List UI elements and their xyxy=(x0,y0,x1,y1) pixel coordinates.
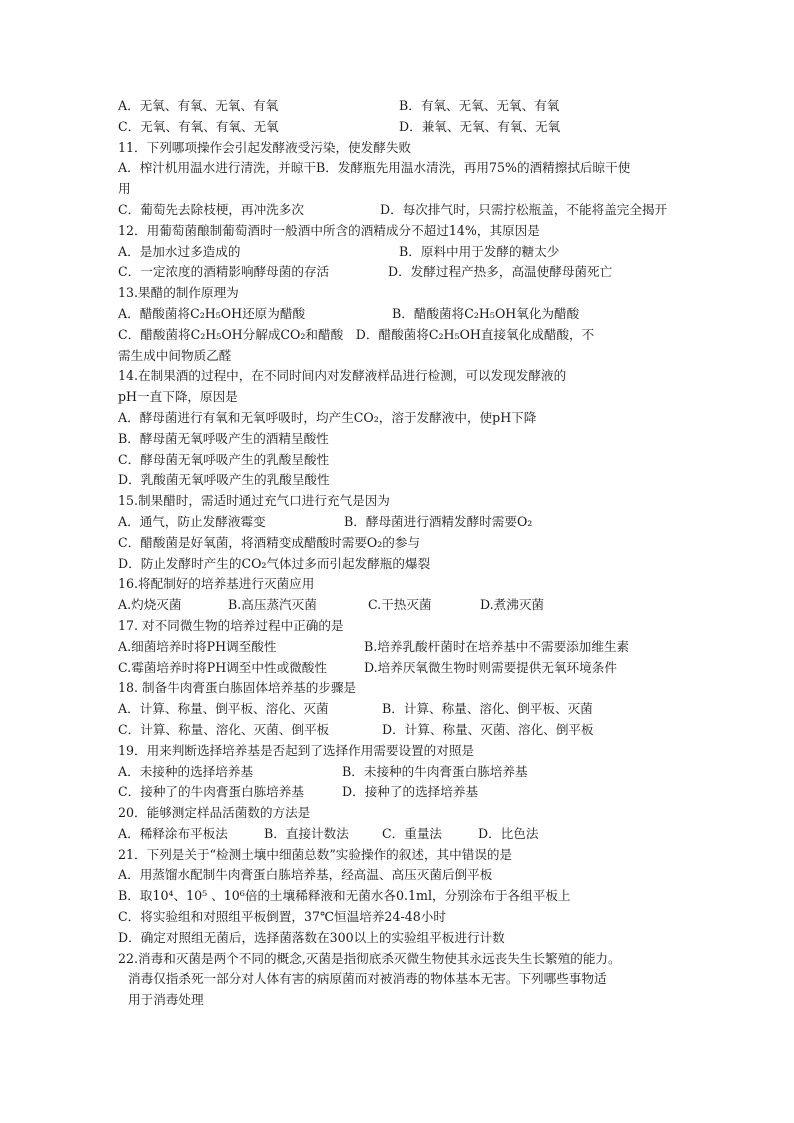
q19-option-a: A．未接种的选择培养基 xyxy=(118,763,254,779)
q12-option-b: B．原料中用于发酵的糖太少 xyxy=(399,243,560,259)
q19-options-ab xyxy=(118,762,680,783)
q18-option-a: A．计算、称量、倒平板、溶化、灭菌 xyxy=(118,701,329,717)
q12-options-row-2 xyxy=(118,262,680,283)
q20-option-c: C．重量法 xyxy=(382,825,443,841)
q17-option-c: C.霉菌培养时将PH调至中性或微酸性 xyxy=(118,659,327,675)
q13-option-b: B．醋酸菌将C₂H₅OH氧化为醋酸 xyxy=(392,305,580,321)
q12-option-c: C．一定浓度的酒精影响酵母菌的存活 xyxy=(118,264,330,280)
q10-options-row-2 xyxy=(118,117,680,138)
q13-option-a: A．醋酸菌将C₂H₅OH还原为醋酸 xyxy=(118,305,306,321)
q19-options-cd xyxy=(118,782,680,803)
q11-options-ab: A．榨汁机用温水进行清洗，并晾干B．发酵瓶先用温水清洗，再用75%的酒精擦拭后晾干使 xyxy=(118,160,631,176)
q21-option-c: C．将实验组和对照组平板倒置，37℃恒温培养24-48小时 xyxy=(118,909,446,925)
q18-option-c: C．计算、称量、溶化、灭菌、倒平板 xyxy=(118,721,330,737)
q17-options-ab xyxy=(118,637,680,658)
exam-page xyxy=(118,96,680,1011)
q15-stem: 15.制果醋时，需适时通过充气口进行充气是因为 xyxy=(118,493,390,509)
q15-option-a: A．通气，防止发酵液霉变 xyxy=(118,513,266,529)
q10-option-d: D．兼氧、无氧、有氧、无氧 xyxy=(399,118,561,134)
q17-options-cd xyxy=(118,658,680,679)
q15-options-ab xyxy=(118,512,680,533)
q17-option-d: D.培养厌氧微生物时则需要提供无氧环境条件 xyxy=(364,659,617,675)
q20-option-b: B．直接计数法 xyxy=(264,825,349,841)
q22-stem-cont-1: 消毒仅指杀死一部分对人体有害的病原菌而对被消毒的物体基本无害。下列哪些事物适 xyxy=(128,971,607,987)
q12-option-a: A．是加水过多造成的 xyxy=(118,243,241,259)
q12-option-d: D．发酵过程产热多，高温使酵母菌死亡 xyxy=(388,264,613,280)
q18-option-b: B．计算、称量、溶化、倒平板、灭菌 xyxy=(382,701,593,717)
q21-option-d: D．确定对照组无菌后，选择菌落数在300以上的实验组平板进行计数 xyxy=(118,929,505,945)
q21-option-b: B．取10⁴、10⁵ 、10⁶倍的土壤稀释液和无菌水各0.1ml，分别涂布于各组平板上 xyxy=(118,888,571,904)
q20-option-a: A．稀释涂布平板法 xyxy=(118,825,228,841)
q17-option-b: B.培养乳酸杆菌时在培养基中不需要添加维生素 xyxy=(364,638,630,654)
q14-option-d: D．乳酸菌无氧呼吸产生的乳酸呈酸性 xyxy=(118,472,330,488)
q13-stem: 13.果醋的制作原理为 xyxy=(118,285,239,301)
q22-stem: 22.消毒和灭菌是两个不同的概念,灭菌是指彻底杀灭微生物使其永远丧失生长繁殖的能力。 xyxy=(118,950,621,966)
q18-stem: 18. 制备牛肉膏蛋白胨固体培养基的步骤是 xyxy=(118,680,357,696)
q21-stem: 21．下列是关于“检测土壤中细菌总数”实验操作的叙述，其中错误的是 xyxy=(118,846,513,862)
q11-options-ab-cont: 用 xyxy=(118,181,131,197)
q21-option-a: A．用蒸馏水配制牛肉膏蛋白胨培养基，经高温、高压灭菌后倒平板 xyxy=(118,867,493,883)
q14-stem: 14.在制果酒的过程中，在不同时间内对发酵液样品进行检测，可以发现发酵液的 xyxy=(118,368,567,384)
q11-stem: 11．下列哪项操作会引起发酵液受污染，使发酵失败 xyxy=(118,139,412,155)
q18-option-d: D．计算、称量、灭菌、溶化、倒平板 xyxy=(382,721,594,737)
q16-stem: 16.将配制好的培养基进行灭菌应用 xyxy=(118,576,315,592)
q20-options xyxy=(118,824,680,845)
q14-option-a: A．酵母菌进行有氧和无氧呼吸时，均产生CO₂，溶于发酵液中，使pH下降 xyxy=(118,409,537,425)
q13-options-cd-cont: 需生成中间物质乙醛 xyxy=(118,347,232,363)
q15-option-d: D．防止发酵时产生的CO₂气体过多而引起发酵瓶的爆裂 xyxy=(118,555,431,571)
q17-option-a: A.细菌培养时将PH调至酸性 xyxy=(118,638,277,654)
q10-option-b: B．有氧、无氧、无氧、有氧 xyxy=(399,98,560,113)
q14-option-b: B．酵母菌无氧呼吸产生的酒精呈酸性 xyxy=(118,430,329,446)
q16-option-a: A.灼烧灭菌 xyxy=(118,597,182,613)
q11-options-cd xyxy=(118,200,680,221)
q18-options-cd xyxy=(118,720,680,741)
q19-option-d: D．接种了的选择培养基 xyxy=(342,784,479,800)
q12-options-row-1 xyxy=(118,242,680,263)
q19-option-b: B．未接种的牛肉膏蛋白胨培养基 xyxy=(342,763,528,779)
q16-option-c: C.干热灭菌 xyxy=(368,597,432,613)
q12-stem: 12．用葡萄菌酿制葡萄酒时一般酒中所含的酒精成分不超过14%，其原因是 xyxy=(118,222,540,238)
q16-option-b: B.高压蒸汽灭菌 xyxy=(228,597,317,613)
q10-option-c: C．无氧、有氧、有氧、无氧 xyxy=(118,118,279,134)
q19-option-c: C．接种了的牛肉膏蛋白胨培养基 xyxy=(118,784,304,800)
q13-options-cd: C．醋酸菌将C₂H₅OH分解成CO₂和醋酸 D．醋酸菌将C₂H₅OH直接氧化成醋酸，不 xyxy=(118,326,595,342)
q18-options-ab xyxy=(118,699,680,720)
q13-options-ab xyxy=(118,304,680,325)
q20-stem: 20．能够测定样品活菌数的方法是 xyxy=(118,805,311,821)
q10-option-a: A．无氧、有氧、无氧、有氧 xyxy=(118,98,279,113)
q11-option-d: D．每次排气时，只需拧松瓶盖，不能将盖完全揭开 xyxy=(380,201,668,217)
q22-stem-cont-2: 用于消毒处理 xyxy=(128,992,204,1008)
q17-stem: 17. 对不同微生物的培养过程中正确的是 xyxy=(118,617,344,633)
q15-option-c: C．醋酸菌是好氧菌，将酒精变成醋酸时需要O₂的参与 xyxy=(118,534,421,550)
q16-options xyxy=(118,595,680,616)
q14-stem-cont: pH一直下降，原因是 xyxy=(118,389,238,405)
q20-option-d: D．比色法 xyxy=(478,825,539,841)
q19-stem: 19．用来判断选择培养基是否起到了选择作用需要设置的对照是 xyxy=(118,742,475,758)
q11-option-c: C．葡萄先去除枝梗，再冲洗多次 xyxy=(118,201,304,217)
q10-options-row-1 xyxy=(118,96,680,117)
q16-option-d: D.煮沸灭菌 xyxy=(480,597,545,613)
q15-option-b: B．酵母菌进行酒精发酵时需要O₂ xyxy=(344,513,533,529)
q14-option-c: C．酵母菌无氧呼吸产生的乳酸呈酸性 xyxy=(118,451,330,467)
